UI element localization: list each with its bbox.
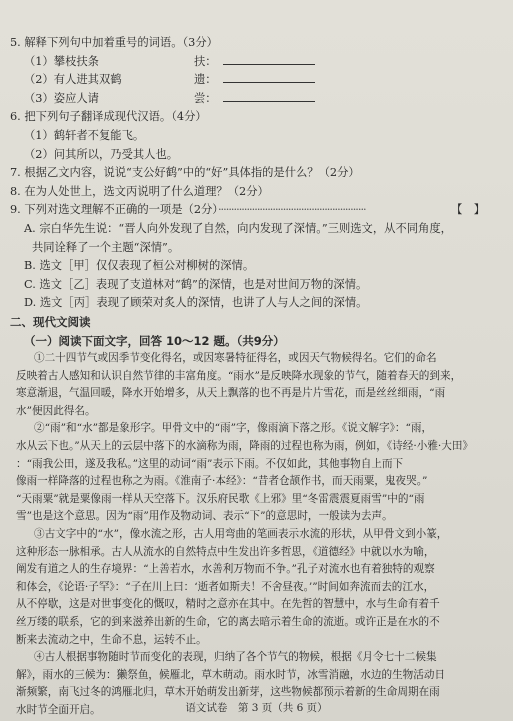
section-subtitle: （一）阅读下面文字，回答 10～12 题。（共9分） <box>24 333 285 348</box>
q5-item-3: （3）姿应人请 尝： <box>10 90 485 109</box>
q9-option-a: A. 宗白华先生说：“晋人向外发现了自然，向内发现了深情。”三则选文，从不同角度， <box>24 221 452 235</box>
paragraph-2: ②“雨”和“水”都是象形字。甲骨文中的“雨”字，像雨滴下落之形。《说文解字》：“雨， 水从云下也。”从天上的云层中落下的水滴称为雨，降雨的过程也称为雨，例如，《诗经·小雅·大田》 ：“雨我公田，遂及我私。”这里的动词“雨”表示下雨。不仅如此，其他事物自上而下 像雨一样降落的过程也称之为雨。《淮南子·本经》：“昔者仓颉作书，而天雨粟，鬼夜哭。” “天雨粟”就是粟像雨一样从天空落下。汉乐府民歌《上邪》里“冬雷震震夏雨雪”中的“雨 雪”也是这个意思。因为“雨”用作及物动词、表示“下”的意思时，一般读为去声。 <box>16 422 474 523</box>
section-title: 二、现代文阅读 <box>10 314 91 329</box>
q9-option-b: B. 选文［甲］仅仅表现了桓公对柳树的深情。 <box>24 259 255 273</box>
answer-blank[interactable] <box>223 90 315 102</box>
page-footer: 语文试卷 第 3 页（共 6 页） <box>185 702 328 714</box>
q5-stem: 5. 解释下列句中加着重号的词语。（3分） <box>10 36 218 49</box>
paragraph-3: ③古文字中的“水”，像水流之形，古人用弯曲的笔画表示水流的形状，从甲骨文到小篆， 这种形态一脉相承。古人从流水的自然特点中生发出许多哲思，《道德经》中就以水为喻， 阐发有道之人的生存境界：“上善若水，水善利万物而不争。”孔子对流水也有着独特的观察 和体会，《论语·子罕》：“子在川上曰：‘逝者如斯夫！不舍昼夜。’”时间如奔流而去的江水， 从不停歇，这是对世事变化的慨叹，精时之意亦在其中。在先哲的智慧中，水与生命有着千 丝万缕的联系，它的到来滋养出新的生命，它的离去暗示着生命的流逝。或许正是在水的不 断来去流动之中，生命不息，运转不止。 <box>16 528 448 646</box>
reading-passage <box>10 350 485 719</box>
q9-option-a-cont: 共同诠释了一个主题“深情”。 <box>32 240 180 254</box>
leader-dots: ························································· <box>217 203 366 217</box>
q8-stem: 8. 在为人处世上，选文丙说明了什么道理？（2分） <box>10 184 269 198</box>
q9-option-c: C. 选文［乙］表现了支道林对“鹤”的深情，也是对世间万物的深情。 <box>24 277 368 291</box>
answer-bracket[interactable]: 【 】 <box>451 203 485 217</box>
q6-item-1: （1）鹤轩者不复能飞。 <box>24 128 145 142</box>
q7-stem: 7. 根据乙文内容，说说“支公好鹤”中的“好”具体指的是什么？（2分） <box>10 166 360 180</box>
q5-item-1: （1）攀枝扶条 扶： <box>10 53 485 72</box>
q6-item-2: （2）问其所以，乃受其人也。 <box>24 147 179 161</box>
q9-stem: 9. 下列对选文理解不正确的一项是（2分）························································· 【 】 <box>10 201 485 220</box>
answer-blank[interactable] <box>223 53 315 65</box>
paragraph-1: ①二十四节气或因季节变化得名，或因寒暑特征得名，或因天气物候得名。它们的命名 反映着古人感知和认识自然节律的丰富角度。“雨水”是反映降水现象的节气，随着春天的到来， 寒意渐退，气温回暖，降水开始增多，从天上飘落的也不再是片片雪花，而是丝丝细雨，“雨 水”便因此得名。 <box>16 352 462 417</box>
q5-item-2: （2）有人进其双鹤 遗： <box>10 71 485 90</box>
answer-blank[interactable] <box>223 71 315 83</box>
paragraph-4: ④古人根据事物随时节而变化的表现，归纳了各个节气的物候，根据《月令七十二候集 解》，雨水的三候为：獭祭鱼，候雁北，草木萌动。雨水时节，冰雪消融，水边的生物活动日 渐频繁，南飞过冬的鸿雁北归，草木开始萌发出新芽，这些物候都预示着新的生命周期在雨 水时节全面开启。 <box>16 651 446 716</box>
q9-option-d: D. 选文［丙］表现了顾荣对炙人的深情，也讲了人与人之间的深情。 <box>24 296 368 310</box>
q6-stem: 6. 把下列句子翻译成现代汉语。（4分） <box>10 110 207 124</box>
